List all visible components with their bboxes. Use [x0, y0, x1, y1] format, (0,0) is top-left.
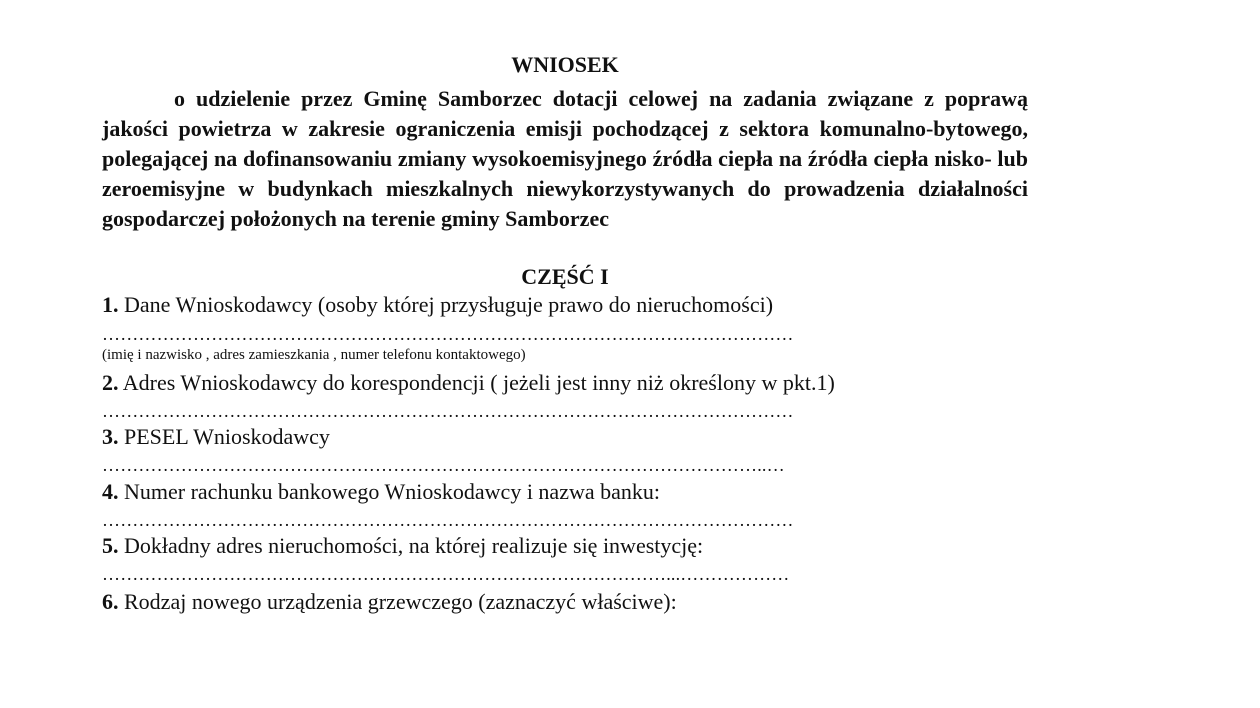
form-subtitle: o udzielenie przez Gminę Samborzec dotacji celowej na zadania związane z poprawą jakości powietrza w zakresie ograniczenia emisji pochodzącej z sektora komunalno-bytowego, polegającej na dofinansowaniu zmiany wysokoemisyjnego źródła ciepła na źródła ciepła nisko- lub zeroemisyjne w budynkach mieszkalnych niewykorzystywanych do prowadzenia działalności gospodarczej położonych na terenie gminy Samborzec: [102, 86, 1028, 231]
section-number: 1.: [102, 292, 119, 317]
section-label: Numer rachunku bankowego Wnioskodawcy i nazwa banku:: [118, 479, 660, 504]
section-5-heading: [102, 533, 703, 559]
fill-line-2[interactable]: ……………………………………………………………………………………………………: [102, 401, 794, 421]
section-1-heading: [102, 292, 773, 318]
section-number: 6.: [102, 589, 119, 614]
section-6-heading: [102, 589, 677, 615]
section-label: Dokładny adres nieruchomości, na której realizuje się inwestycję:: [118, 533, 704, 558]
section-number: 3.: [102, 424, 119, 449]
section-label: Adres Wnioskodawcy do korespondencji ( jeżeli jest inny niż określony w pkt.1): [118, 370, 835, 395]
section-3-heading: [102, 424, 330, 450]
section-label: Dane Wnioskodawcy (osoby której przysługuje prawo do nieruchomości): [118, 292, 774, 317]
section-label: PESEL Wnioskodawcy: [118, 424, 330, 449]
section-number: 2.: [102, 370, 119, 395]
fill-line-1[interactable]: ……………………………………………………………………………………………………: [102, 324, 794, 344]
fill-line-4[interactable]: ……………………………………………………………………………………………………: [102, 510, 794, 530]
section-number: 4.: [102, 479, 119, 504]
fill-line-3[interactable]: ………………………………………………………………………………………………..…: [102, 455, 785, 475]
section-number: 5.: [102, 533, 119, 558]
form-title: WNIOSEK: [511, 52, 619, 77]
section-4-heading: [102, 479, 660, 505]
fill-hint-1: (imię i nazwisko , adres zamieszkania , numer telefonu kontaktowego): [102, 347, 526, 363]
section-2-heading: [102, 370, 835, 396]
fill-line-5[interactable]: …………………………………………………………………………………...………………: [102, 564, 790, 584]
section-label: Rodzaj nowego urządzenia grzewczego (zaznaczyć właściwe):: [118, 589, 677, 614]
part-heading: CZĘŚĆ I: [521, 264, 609, 289]
